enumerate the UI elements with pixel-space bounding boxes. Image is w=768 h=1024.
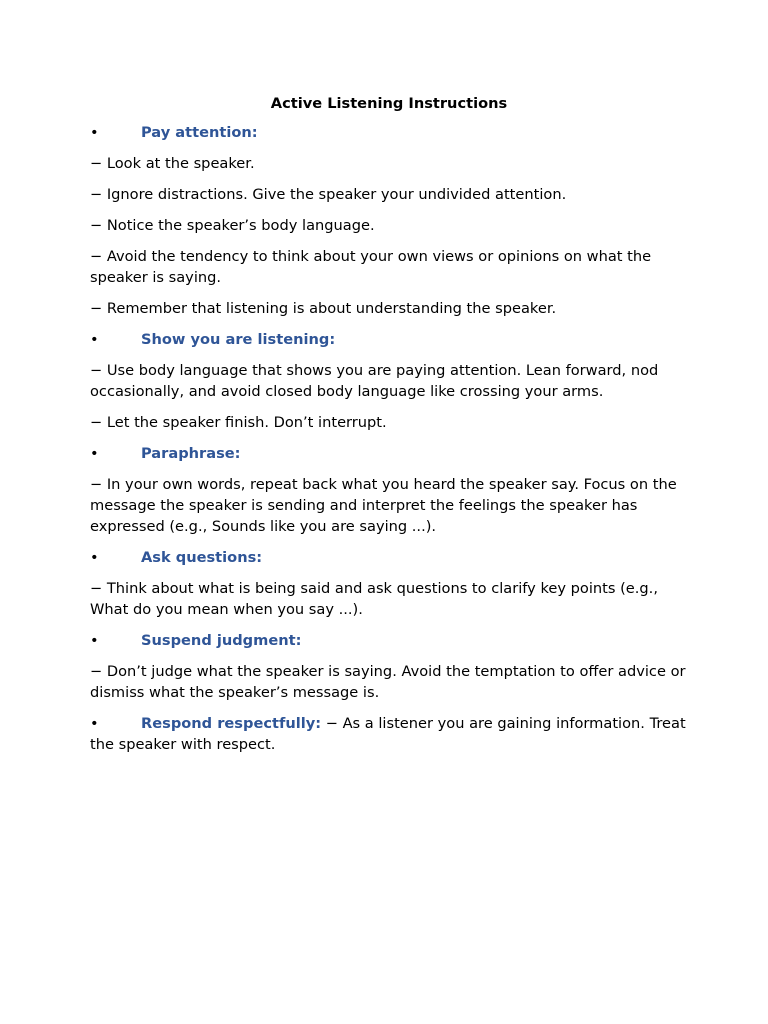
list-item: − Look at the speaker. [90, 155, 255, 172]
bullet-icon: • [90, 124, 99, 141]
heading-text: Paraphrase: [141, 445, 241, 462]
section-heading-suspend-judgment [90, 630, 688, 651]
section-respond-respectfully [90, 713, 688, 755]
list-item: − Let the speaker finish. Don’t interrupt. [90, 414, 387, 431]
heading-text: Pay attention: [141, 124, 258, 141]
heading-text: Ask questions: [141, 549, 263, 566]
section-heading-paraphrase [90, 443, 688, 464]
list-item: − Notice the speaker’s body language. [90, 217, 375, 234]
bullet-icon: • [90, 715, 99, 732]
list-item: − Use body language that shows you are paying attention. Lean forward, nod occasionally, and avoid closed body language like crossing your arms. [90, 362, 659, 400]
list-item: − Remember that listening is about understanding the speaker. [90, 300, 557, 317]
bullet-icon: • [90, 331, 99, 348]
heading-text: Show you are listening: [141, 331, 336, 348]
bullet-icon: • [90, 549, 99, 566]
bullet-icon: • [90, 632, 99, 649]
section-heading-ask-questions [90, 547, 688, 568]
document-title: Active Listening Instructions [270, 95, 508, 112]
list-item: − Ignore distractions. Give the speaker your undivided attention. [90, 186, 567, 203]
list-item: − In your own words, repeat back what you heard the speaker say. Focus on the message the speaker is sending and interpret the feelings the speaker has expressed (e.g., Sounds like you are saying ...). [90, 476, 677, 535]
bullet-icon: • [90, 445, 99, 462]
list-item: − Don’t judge what the speaker is saying. Avoid the temptation to offer advice or dismiss what the speaker’s message is. [90, 663, 686, 701]
inline-text: − As a listener you are gaining information. Treat the speaker with respect. [90, 715, 686, 753]
section-heading-pay-attention [90, 122, 688, 143]
list-item: − Think about what is being said and ask questions to clarify key points (e.g., What do you mean when you say ...). [90, 580, 658, 618]
list-item: − Avoid the tendency to think about your own views or opinions on what the speaker is saying. [90, 248, 652, 286]
heading-text: Suspend judgment: [141, 632, 302, 649]
heading-text: Respond respectfully: [141, 715, 322, 732]
section-heading-show-listening [90, 329, 688, 350]
